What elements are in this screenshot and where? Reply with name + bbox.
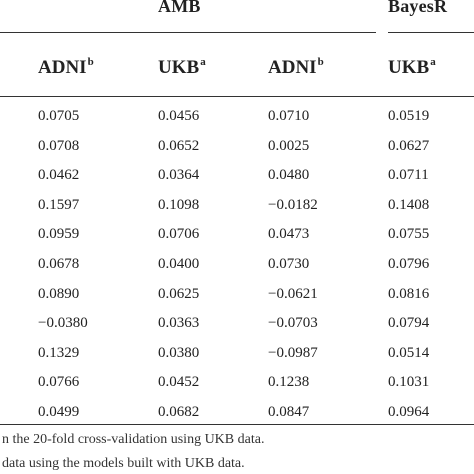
table-cell: 0.0710	[268, 108, 310, 124]
table-cell: −0.0380	[38, 315, 88, 332]
table-cell: 0.0519	[388, 108, 430, 124]
table-cell: −0.0182	[268, 196, 318, 213]
footnote-b: data using the models built with UKB data.	[2, 456, 245, 471]
table-row	[0, 108, 474, 138]
table-cell: 0.0890	[38, 285, 80, 302]
table-cell: 0.0462	[38, 167, 80, 184]
table-row	[0, 345, 474, 375]
table-cell: 0.0766	[38, 374, 80, 391]
table-cell: 0.0796	[388, 255, 430, 272]
table-cell: 0.0794	[388, 315, 430, 332]
table-cell: 0.0514	[388, 344, 430, 361]
table-cell: 0.1031	[388, 374, 430, 391]
table-cell: 0.0705	[38, 108, 80, 124]
column-header-ukb-2: UKB$^a$	[388, 56, 436, 78]
group-divider-amb	[158, 32, 376, 33]
table-cell: 0.0025	[268, 137, 310, 154]
table-cell: 0.0499	[38, 403, 80, 420]
table-cell: 0.0625	[158, 285, 200, 302]
table-row	[0, 404, 474, 434]
table-cell: 0.0755	[388, 226, 430, 243]
table-row	[0, 138, 474, 168]
table-row	[0, 197, 474, 227]
table-cell: 0.0627	[388, 137, 430, 154]
table-row	[0, 315, 474, 345]
group-divider-bayesr	[388, 32, 474, 33]
group-header-amb: AMB	[158, 0, 201, 16]
table-cell: −0.0987	[268, 344, 318, 361]
table-cell: 0.0364	[158, 167, 200, 184]
table-cell: 0.0480	[268, 167, 310, 184]
table-cell: 0.0363	[158, 315, 200, 332]
column-header-ukb-1: UKB$^a$	[158, 56, 206, 78]
column-header-adni-1: ADNI$^b$	[38, 56, 94, 78]
table-cell: 0.0711	[388, 167, 429, 184]
table-cell: 0.1238	[268, 374, 310, 391]
table-cell: 0.0473	[268, 226, 310, 243]
table-cell: −0.0703	[268, 315, 318, 332]
column-header-adni-2: ADNI$^b$	[268, 56, 324, 78]
footnote-a: n the 20-fold cross-validation using UKB data.	[2, 432, 265, 447]
table-cell: 0.0682	[158, 403, 200, 420]
table-cell: 0.1597	[38, 196, 80, 213]
table-cell: 0.1329	[38, 344, 80, 361]
table-body	[0, 108, 474, 434]
table-cell: 0.0678	[38, 255, 80, 272]
table-bottom-rule	[0, 424, 474, 425]
table-row	[0, 167, 474, 197]
table-cell: 0.0959	[38, 226, 80, 243]
table-cell: 0.0400	[158, 255, 200, 272]
table-cell: 0.0380	[158, 344, 200, 361]
table-cell: −0.0621	[268, 285, 318, 302]
table-cell: 0.1098	[158, 196, 200, 213]
table-cell: 0.0652	[158, 137, 200, 154]
table-cell: 0.0816	[388, 285, 430, 302]
table-cell: 0.0847	[268, 403, 310, 420]
header-rule	[0, 96, 474, 97]
table-cell: 0.0706	[158, 226, 200, 243]
table-cell: 0.0452	[158, 374, 200, 391]
table-cell: 0.0456	[158, 108, 200, 124]
group-header-bayesr: BayesR	[388, 0, 448, 16]
table-row	[0, 286, 474, 316]
table-cell: 0.0730	[268, 255, 310, 272]
table-row	[0, 256, 474, 286]
table-row	[0, 226, 474, 256]
table-cell: 0.0964	[388, 403, 430, 420]
table-row	[0, 374, 474, 404]
table-cell: 0.0708	[38, 137, 80, 154]
table-cell: 0.1408	[388, 196, 430, 213]
